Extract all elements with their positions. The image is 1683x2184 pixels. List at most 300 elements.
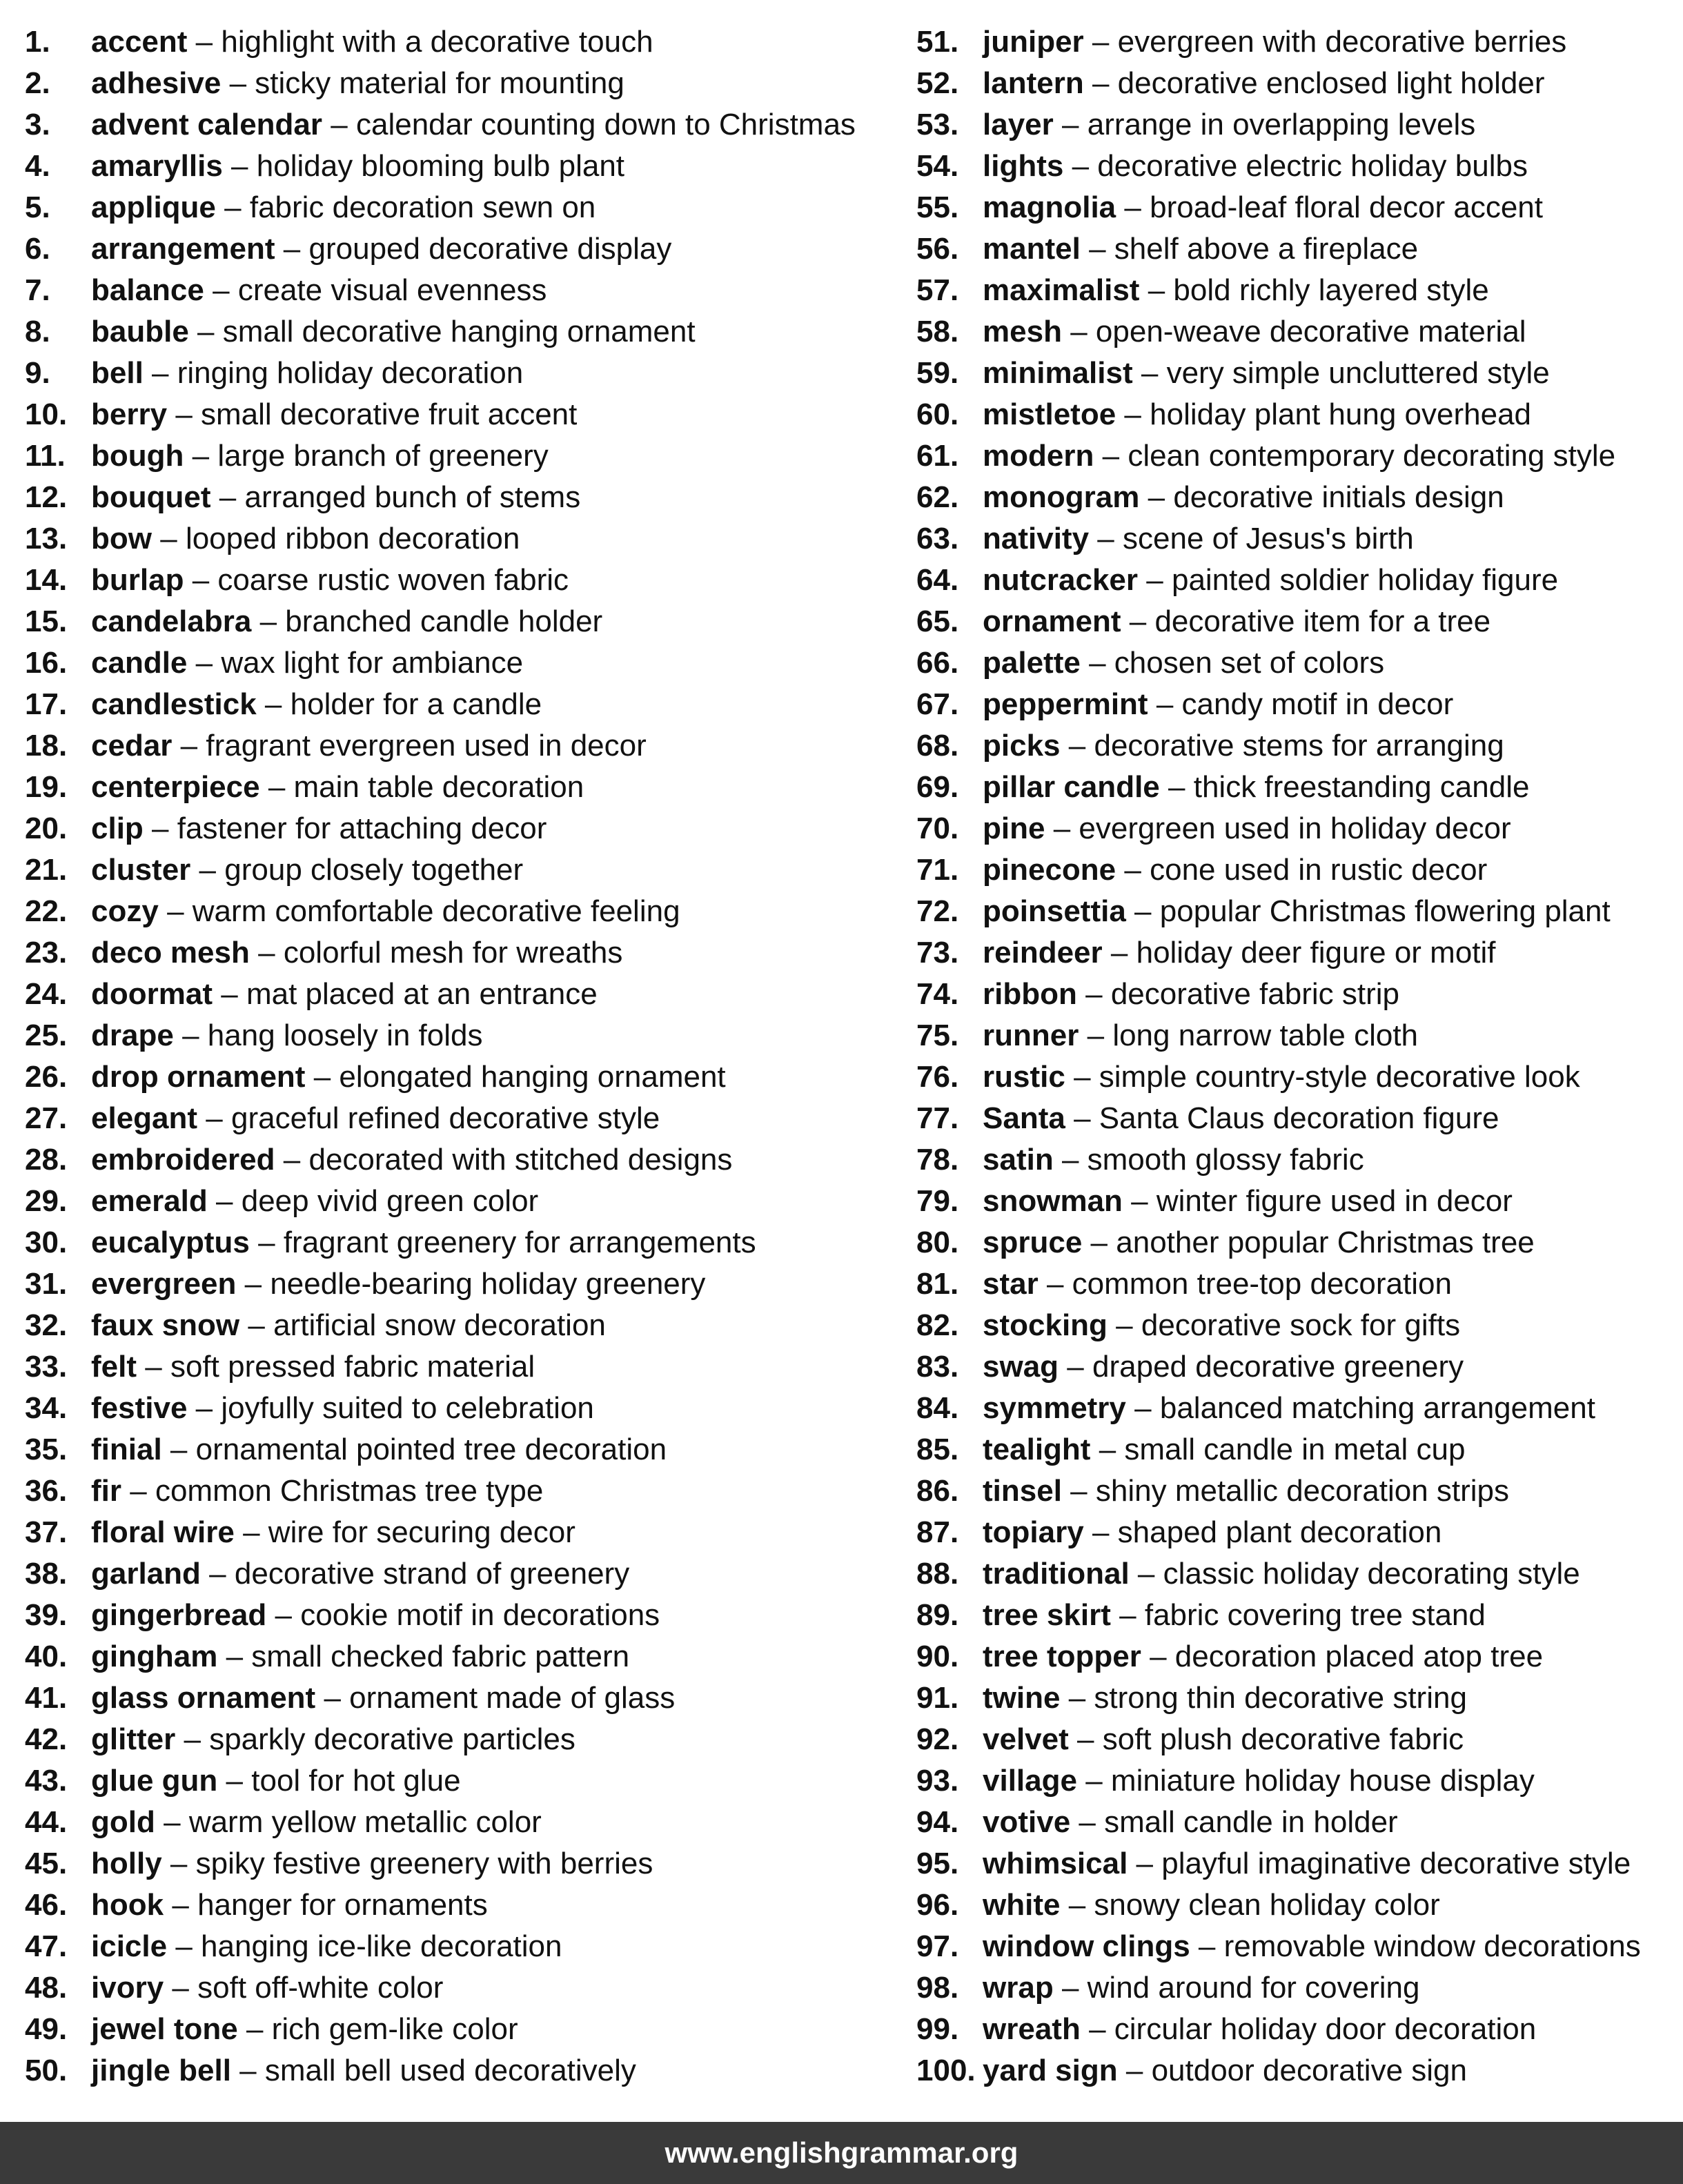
- item-term: bauble: [91, 315, 189, 348]
- list-item: [25, 228, 880, 270]
- item-definition: warm yellow metallic color: [188, 1805, 542, 1839]
- item-separator: –: [219, 480, 237, 514]
- item-term: glitter: [91, 1722, 176, 1756]
- item-number: 31.: [25, 1267, 68, 1301]
- item-separator: –: [331, 108, 348, 141]
- list-item: [25, 891, 880, 932]
- item-separator: –: [1068, 1888, 1086, 1922]
- list-item: [25, 394, 880, 435]
- item-separator: –: [248, 1308, 265, 1342]
- item-term: gingerbread: [91, 1598, 267, 1632]
- item-separator: –: [1070, 315, 1087, 348]
- list-item: [25, 1305, 880, 1346]
- item-number: 51.: [916, 25, 959, 59]
- item-definition: common tree-top decoration: [1072, 1267, 1452, 1301]
- item-definition: grouped decorative display: [308, 232, 672, 266]
- item-definition: strong thin decorative string: [1094, 1681, 1467, 1715]
- item-number: 96.: [916, 1888, 959, 1922]
- list-item: [916, 1719, 1669, 1760]
- item-number: 28.: [25, 1143, 68, 1177]
- item-term: balance: [91, 273, 204, 307]
- list-item: [916, 1512, 1669, 1553]
- item-number: 45.: [25, 1847, 68, 1880]
- item-term: minimalist: [983, 356, 1133, 390]
- item-separator: –: [1087, 1019, 1105, 1052]
- list-item: [916, 1885, 1669, 1926]
- item-number: 21.: [25, 853, 68, 887]
- list-item: [916, 104, 1669, 146]
- item-separator: –: [283, 1143, 301, 1177]
- list-item: [916, 2050, 1669, 2092]
- item-number: 98.: [916, 1971, 959, 2005]
- item-definition: graceful refined decorative style: [231, 1101, 660, 1135]
- item-term: gingham: [91, 1640, 218, 1673]
- item-term: glue gun: [91, 1764, 218, 1798]
- item-definition: joyfully suited to celebration: [221, 1391, 594, 1425]
- item-number: 54.: [916, 149, 959, 183]
- item-separator: –: [1119, 1598, 1136, 1632]
- item-definition: small checked fabric pattern: [251, 1640, 630, 1673]
- item-number: 47.: [25, 1929, 68, 1963]
- item-definition: shiny metallic decoration strips: [1095, 1474, 1510, 1508]
- list-item: [25, 1388, 880, 1429]
- item-separator: –: [1168, 770, 1185, 804]
- item-term: drop ornament: [91, 1060, 306, 1094]
- item-definition: holder for a candle: [290, 687, 542, 721]
- item-definition: evergreen used in holiday decor: [1079, 811, 1511, 845]
- item-separator: –: [1072, 149, 1090, 183]
- item-definition: looped ribbon decoration: [185, 522, 520, 555]
- item-term: deco mesh: [91, 936, 250, 970]
- item-term: whimsical: [983, 1847, 1128, 1880]
- item-term: runner: [983, 1019, 1079, 1052]
- item-definition: simple country-style decorative look: [1099, 1060, 1580, 1094]
- item-number: 73.: [916, 936, 959, 970]
- item-definition: soft plush decorative fabric: [1102, 1722, 1464, 1756]
- item-number: 67.: [916, 687, 959, 721]
- item-number: 32.: [25, 1308, 68, 1342]
- item-separator: –: [1124, 397, 1141, 431]
- item-number: 72.: [916, 894, 959, 928]
- item-term: poinsettia: [983, 894, 1126, 928]
- item-definition: warm comfortable decorative feeling: [192, 894, 680, 928]
- item-term: cluster: [91, 853, 191, 887]
- item-term: lights: [983, 149, 1064, 183]
- item-definition: small bell used decoratively: [264, 2054, 636, 2087]
- item-term: mistletoe: [983, 397, 1116, 431]
- item-number: 20.: [25, 811, 68, 845]
- item-separator: –: [175, 1929, 193, 1963]
- item-definition: holiday blooming bulb plant: [256, 149, 625, 183]
- item-separator: –: [259, 604, 277, 638]
- item-separator: –: [1092, 25, 1110, 59]
- item-separator: –: [1092, 66, 1110, 100]
- item-number: 68.: [916, 729, 959, 763]
- list-item: [916, 725, 1669, 767]
- item-separator: –: [258, 936, 275, 970]
- item-term: eucalyptus: [91, 1226, 250, 1259]
- item-number: 52.: [916, 66, 959, 100]
- list-item: [25, 1512, 880, 1553]
- item-number: 36.: [25, 1474, 68, 1508]
- item-term: wrap: [983, 1971, 1054, 2005]
- item-number: 35.: [25, 1433, 68, 1466]
- item-number: 26.: [25, 1060, 68, 1094]
- item-definition: evergreen with decorative berries: [1117, 25, 1567, 59]
- item-definition: shaped plant decoration: [1117, 1515, 1442, 1549]
- item-definition: holiday deer figure or motif: [1136, 936, 1496, 970]
- item-term: ornament: [983, 604, 1121, 638]
- right-column: [916, 21, 1669, 2092]
- item-definition: painted soldier holiday figure: [1171, 563, 1559, 597]
- item-definition: artificial snow decoration: [273, 1308, 606, 1342]
- item-definition: draped decorative greenery: [1092, 1350, 1464, 1384]
- list-item: [916, 1056, 1669, 1098]
- item-term: palette: [983, 646, 1081, 680]
- item-term: clip: [91, 811, 144, 845]
- item-separator: –: [246, 2012, 264, 2046]
- item-term: bow: [91, 522, 152, 555]
- list-item: [25, 1056, 880, 1098]
- item-term: mesh: [983, 315, 1062, 348]
- item-number: 82.: [916, 1308, 959, 1342]
- item-term: cedar: [91, 729, 173, 763]
- item-term: holly: [91, 1847, 162, 1880]
- list-item: [916, 1553, 1669, 1595]
- item-definition: small candle in metal cup: [1124, 1433, 1466, 1466]
- item-number: 46.: [25, 1888, 68, 1922]
- item-term: Santa: [983, 1101, 1065, 1135]
- item-term: arrangement: [91, 232, 275, 266]
- item-separator: –: [175, 397, 193, 431]
- item-number: 88.: [916, 1557, 959, 1591]
- list-item: [916, 518, 1669, 560]
- item-number: 25.: [25, 1019, 68, 1052]
- item-term: yard sign: [983, 2054, 1118, 2087]
- item-term: amaryllis: [91, 149, 223, 183]
- list-item: [25, 1098, 880, 1139]
- item-definition: circular holiday door decoration: [1114, 2012, 1537, 2046]
- item-separator: –: [1134, 1391, 1152, 1425]
- list-item: [916, 1346, 1669, 1388]
- item-term: adhesive: [91, 66, 222, 100]
- item-number: 50.: [25, 2054, 68, 2087]
- item-term: traditional: [983, 1557, 1130, 1591]
- item-term: velvet: [983, 1722, 1069, 1756]
- item-term: pinecone: [983, 853, 1116, 887]
- item-term: glass ornament: [91, 1681, 316, 1715]
- item-number: 19.: [25, 770, 68, 804]
- item-number: 58.: [916, 315, 959, 348]
- item-separator: –: [172, 1888, 189, 1922]
- item-separator: –: [224, 190, 242, 224]
- item-separator: –: [1099, 1433, 1116, 1466]
- list-item: [916, 601, 1669, 642]
- item-separator: –: [1090, 1226, 1108, 1259]
- list-item: [916, 891, 1669, 932]
- item-term: candlestick: [91, 687, 257, 721]
- item-separator: –: [1092, 1515, 1110, 1549]
- item-separator: –: [1061, 1971, 1079, 2005]
- item-definition: small decorative fruit accent: [201, 397, 578, 431]
- list-item: [916, 1470, 1669, 1512]
- item-term: swag: [983, 1350, 1059, 1384]
- item-separator: –: [180, 729, 198, 763]
- list-item: [916, 1263, 1669, 1305]
- footer-bar: [0, 2122, 1683, 2184]
- item-number: 65.: [916, 604, 959, 638]
- item-term: finial: [91, 1433, 162, 1466]
- item-definition: shelf above a fireplace: [1114, 232, 1419, 266]
- item-definition: decorative fabric strip: [1110, 977, 1399, 1011]
- item-number: 69.: [916, 770, 959, 804]
- item-number: 2.: [25, 66, 50, 100]
- item-term: faux snow: [91, 1308, 240, 1342]
- list-item: [916, 684, 1669, 725]
- item-term: tinsel: [983, 1474, 1062, 1508]
- item-number: 94.: [916, 1805, 959, 1839]
- item-term: twine: [983, 1681, 1061, 1715]
- item-separator: –: [152, 811, 169, 845]
- item-term: spruce: [983, 1226, 1083, 1259]
- list-item: [916, 560, 1669, 601]
- list-item: [916, 1802, 1669, 1843]
- list-item: [916, 270, 1669, 311]
- item-term: picks: [983, 729, 1061, 763]
- item-term: jingle bell: [91, 2054, 231, 2087]
- item-term: stocking: [983, 1308, 1108, 1342]
- item-definition: sticky material for mounting: [255, 66, 624, 100]
- item-number: 75.: [916, 1019, 959, 1052]
- item-definition: hang loosely in folds: [207, 1019, 483, 1052]
- item-term: juniper: [983, 25, 1084, 59]
- item-definition: fabric covering tree stand: [1144, 1598, 1486, 1632]
- item-number: 8.: [25, 315, 50, 348]
- item-separator: –: [283, 232, 301, 266]
- item-definition: ornament made of glass: [349, 1681, 676, 1715]
- list-item: [25, 1346, 880, 1388]
- item-separator: –: [1134, 894, 1152, 928]
- list-item: [25, 63, 880, 104]
- list-item: [916, 187, 1669, 228]
- item-separator: –: [192, 439, 210, 473]
- list-item: [25, 21, 880, 63]
- item-number: 64.: [916, 563, 959, 597]
- list-item: [916, 1967, 1669, 2009]
- item-definition: spiky festive greenery with berries: [195, 1847, 653, 1880]
- item-number: 39.: [25, 1598, 68, 1632]
- item-number: 57.: [916, 273, 959, 307]
- item-number: 71.: [916, 853, 959, 887]
- item-number: 100.: [916, 2054, 976, 2087]
- list-item: [25, 435, 880, 477]
- list-item: [25, 1181, 880, 1222]
- item-term: doormat: [91, 977, 213, 1011]
- list-item: [25, 1678, 880, 1719]
- item-number: 1.: [25, 25, 50, 59]
- item-definition: fragrant greenery for arrangements: [283, 1226, 756, 1259]
- item-definition: snowy clean holiday color: [1094, 1888, 1440, 1922]
- list-item: [916, 435, 1669, 477]
- item-definition: smooth glossy fabric: [1087, 1143, 1364, 1177]
- item-definition: decorative strand of greenery: [234, 1557, 630, 1591]
- item-number: 11.: [25, 439, 66, 473]
- item-definition: holiday plant hung overhead: [1150, 397, 1532, 431]
- item-definition: wind around for covering: [1087, 1971, 1420, 2005]
- item-term: monogram: [983, 480, 1140, 514]
- item-separator: –: [1074, 1101, 1091, 1135]
- list-item: [916, 1636, 1669, 1678]
- item-number: 90.: [916, 1640, 959, 1673]
- item-term: bough: [91, 439, 184, 473]
- item-number: 13.: [25, 522, 68, 555]
- item-number: 22.: [25, 894, 68, 928]
- item-term: village: [983, 1764, 1077, 1798]
- list-item: [916, 1139, 1669, 1181]
- list-item: [25, 477, 880, 518]
- item-separator: –: [195, 646, 213, 680]
- item-separator: –: [1046, 1267, 1064, 1301]
- list-item: [25, 808, 880, 849]
- item-term: reindeer: [983, 936, 1103, 970]
- item-number: 33.: [25, 1350, 68, 1384]
- list-item: [25, 1595, 880, 1636]
- item-definition: cookie motif in decorations: [300, 1598, 660, 1632]
- item-number: 12.: [25, 480, 68, 514]
- item-definition: decorative stems for arranging: [1094, 729, 1504, 763]
- item-separator: –: [160, 522, 177, 555]
- list-item: [916, 311, 1669, 353]
- list-item: [916, 1181, 1669, 1222]
- item-number: 89.: [916, 1598, 959, 1632]
- item-definition: decorated with stitched designs: [308, 1143, 733, 1177]
- item-definition: highlight with a decorative touch: [221, 25, 653, 59]
- item-separator: –: [170, 1847, 188, 1880]
- item-number: 70.: [916, 811, 959, 845]
- item-number: 77.: [916, 1101, 959, 1135]
- list-item: [916, 1098, 1669, 1139]
- item-definition: wax light for ambiance: [221, 646, 524, 680]
- item-term: jewel tone: [91, 2012, 238, 2046]
- item-separator: –: [1102, 439, 1120, 473]
- item-separator: –: [324, 1681, 341, 1715]
- item-term: burlap: [91, 563, 184, 597]
- item-term: accent: [91, 25, 188, 59]
- item-number: 79.: [916, 1184, 959, 1218]
- item-number: 86.: [916, 1474, 959, 1508]
- item-term: advent calendar: [91, 108, 323, 141]
- item-definition: soft pressed fabric material: [170, 1350, 535, 1384]
- item-number: 80.: [916, 1226, 959, 1259]
- item-number: 23.: [25, 936, 68, 970]
- item-definition: decorative enclosed light holder: [1117, 66, 1545, 100]
- item-number: 99.: [916, 2012, 959, 2046]
- item-term: tree topper: [983, 1640, 1141, 1673]
- list-item: [25, 353, 880, 394]
- item-separator: –: [1070, 1474, 1087, 1508]
- item-definition: group closely together: [224, 853, 524, 887]
- list-item: [25, 187, 880, 228]
- item-number: 61.: [916, 439, 959, 473]
- list-item: [25, 2009, 880, 2050]
- item-term: applique: [91, 190, 216, 224]
- list-item: [916, 642, 1669, 684]
- item-separator: –: [1125, 2054, 1143, 2087]
- item-number: 42.: [25, 1722, 68, 1756]
- left-column: [25, 21, 880, 2092]
- item-separator: –: [195, 25, 213, 59]
- item-separator: –: [1085, 977, 1103, 1011]
- list-item: [916, 1222, 1669, 1263]
- item-definition: cone used in rustic decor: [1150, 853, 1488, 887]
- item-term: bouquet: [91, 480, 211, 514]
- item-separator: –: [1077, 1722, 1094, 1756]
- item-number: 97.: [916, 1929, 959, 1963]
- item-number: 3.: [25, 108, 50, 141]
- item-separator: –: [152, 356, 169, 390]
- item-separator: –: [1156, 687, 1174, 721]
- list-item: [916, 808, 1669, 849]
- item-number: 93.: [916, 1764, 959, 1798]
- item-definition: balanced matching arrangement: [1159, 1391, 1595, 1425]
- item-definition: fabric decoration sewn on: [249, 190, 596, 224]
- item-definition: bold richly layered style: [1173, 273, 1489, 307]
- list-item: [25, 270, 880, 311]
- item-separator: –: [1068, 729, 1086, 763]
- item-definition: arrange in overlapping levels: [1087, 108, 1476, 141]
- item-term: lantern: [983, 66, 1084, 100]
- item-separator: –: [275, 1598, 292, 1632]
- item-definition: coarse rustic woven fabric: [217, 563, 569, 597]
- list-item: [25, 767, 880, 808]
- item-separator: –: [195, 1391, 213, 1425]
- item-definition: soft off-white color: [197, 1971, 444, 2005]
- item-term: floral wire: [91, 1515, 235, 1549]
- item-definition: arranged bunch of stems: [244, 480, 581, 514]
- item-definition: decorative initials design: [1173, 480, 1504, 514]
- item-term: embroidered: [91, 1143, 275, 1177]
- item-number: 40.: [25, 1640, 68, 1673]
- item-term: mantel: [983, 232, 1081, 266]
- list-item: [916, 1760, 1669, 1802]
- item-separator: –: [1089, 2012, 1106, 2046]
- item-number: 48.: [25, 1971, 68, 2005]
- list-item: [25, 974, 880, 1015]
- item-definition: elongated hanging ornament: [339, 1060, 726, 1094]
- footer-url[interactable]: www.englishgrammar.org: [665, 2136, 1018, 2169]
- item-definition: candy motif in decor: [1181, 687, 1454, 721]
- list-item: [916, 2009, 1669, 2050]
- item-definition: ornamental pointed tree decoration: [195, 1433, 667, 1466]
- item-separator: –: [221, 977, 238, 1011]
- item-number: 29.: [25, 1184, 68, 1218]
- item-separator: –: [192, 563, 210, 597]
- item-separator: –: [231, 149, 248, 183]
- item-number: 4.: [25, 149, 50, 183]
- item-term: drape: [91, 1019, 174, 1052]
- item-separator: –: [1074, 1060, 1091, 1094]
- item-number: 91.: [916, 1681, 959, 1715]
- list-item: [25, 1719, 880, 1760]
- item-number: 81.: [916, 1267, 959, 1301]
- item-definition: miniature holiday house display: [1110, 1764, 1535, 1798]
- item-term: bell: [91, 356, 144, 390]
- item-separator: –: [1089, 646, 1106, 680]
- item-term: icicle: [91, 1929, 168, 1963]
- list-item: [25, 1470, 880, 1512]
- item-number: 34.: [25, 1391, 68, 1425]
- item-term: symmetry: [983, 1391, 1126, 1425]
